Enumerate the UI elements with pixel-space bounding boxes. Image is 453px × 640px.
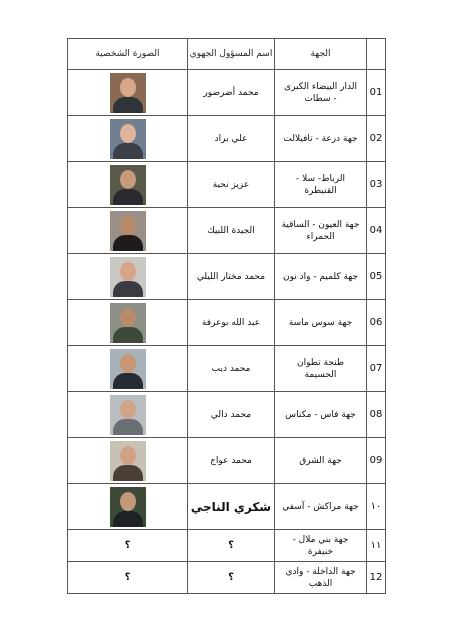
photo-cell xyxy=(68,162,188,208)
portrait-photo xyxy=(110,211,146,251)
portrait-photo xyxy=(110,487,146,527)
row-number: 06 xyxy=(367,300,386,346)
portrait-photo xyxy=(110,165,146,205)
portrait-photo xyxy=(110,303,146,343)
row-number: 01 xyxy=(367,70,386,116)
official-name: ؟ xyxy=(188,530,275,562)
region-name: الرباط- سلا - القنيطرة xyxy=(275,162,367,208)
row-number: 12 xyxy=(367,562,386,594)
header-number xyxy=(367,39,386,70)
photo-cell xyxy=(68,116,188,162)
row-number: 08 xyxy=(367,392,386,438)
region-name: جهة فاس - مكناس xyxy=(275,392,367,438)
header-row xyxy=(68,39,386,70)
table-row xyxy=(68,162,386,208)
table-row xyxy=(68,392,386,438)
portrait-photo xyxy=(110,257,146,297)
row-number: ١١ xyxy=(367,530,386,562)
official-name: عزيز نحية xyxy=(188,162,275,208)
region-name: جهة سوس ماسة xyxy=(275,300,367,346)
row-number: 04 xyxy=(367,208,386,254)
region-name: جهة الشرق xyxy=(275,438,367,484)
photo-cell xyxy=(68,484,188,530)
table-row xyxy=(68,70,386,116)
table-body xyxy=(68,70,386,594)
header-region: الجهة xyxy=(275,39,367,70)
photo-cell xyxy=(68,562,188,594)
header-photo: الصورة الشخصية xyxy=(68,39,188,70)
region-name: جهة بني ملال - خنيفرة xyxy=(275,530,367,562)
photo-cell xyxy=(68,530,188,562)
official-name: علي براد xyxy=(188,116,275,162)
portrait-photo xyxy=(110,349,146,389)
table-row xyxy=(68,208,386,254)
region-name: الدار البيضاء الكبرى - سطات xyxy=(275,70,367,116)
region-name: جهة العيون - الساقية الحمراء xyxy=(275,208,367,254)
header-official: اسم المسؤول الجهوي xyxy=(188,39,275,70)
officials-table xyxy=(67,38,386,594)
region-name: طنجة تطوان الحسيمة xyxy=(275,346,367,392)
photo-cell xyxy=(68,392,188,438)
photo-cell xyxy=(68,208,188,254)
table-row xyxy=(68,530,386,562)
portrait-photo xyxy=(110,441,146,481)
official-name: عبد الله بوعرفة xyxy=(188,300,275,346)
photo-cell xyxy=(68,438,188,484)
row-number: 02 xyxy=(367,116,386,162)
table-row xyxy=(68,300,386,346)
row-number: 09 xyxy=(367,438,386,484)
table-row xyxy=(68,116,386,162)
row-number: 05 xyxy=(367,254,386,300)
portrait-photo xyxy=(110,395,146,435)
region-name: جهة الداخلة - وادي الذهب xyxy=(275,562,367,594)
official-name: الجيدة اللبيك xyxy=(188,208,275,254)
official-name: شكري الناجي xyxy=(188,484,275,530)
table-row xyxy=(68,562,386,594)
official-name: محمد أضرضور xyxy=(188,70,275,116)
photo-cell xyxy=(68,346,188,392)
photo-unknown: ؟ xyxy=(124,539,131,551)
official-name: محمد ديب xyxy=(188,346,275,392)
table-row xyxy=(68,484,386,530)
region-name: جهة كلميم - واد نون xyxy=(275,254,367,300)
official-name: محمد عواج xyxy=(188,438,275,484)
region-name: جهة مراكش - آسفي xyxy=(275,484,367,530)
photo-unknown: ؟ xyxy=(124,571,131,583)
official-name: ؟ xyxy=(188,562,275,594)
portrait-photo xyxy=(110,73,146,113)
portrait-photo xyxy=(110,119,146,159)
row-number: ١٠ xyxy=(367,484,386,530)
photo-cell xyxy=(68,300,188,346)
table-row xyxy=(68,254,386,300)
photo-cell xyxy=(68,254,188,300)
row-number: 03 xyxy=(367,162,386,208)
official-name: محمد دالي xyxy=(188,392,275,438)
photo-cell xyxy=(68,70,188,116)
region-name: جهة درعة - تافيلالت xyxy=(275,116,367,162)
official-name: محمد مختار الليلي xyxy=(188,254,275,300)
table-row xyxy=(68,438,386,484)
table-row xyxy=(68,346,386,392)
row-number: 07 xyxy=(367,346,386,392)
